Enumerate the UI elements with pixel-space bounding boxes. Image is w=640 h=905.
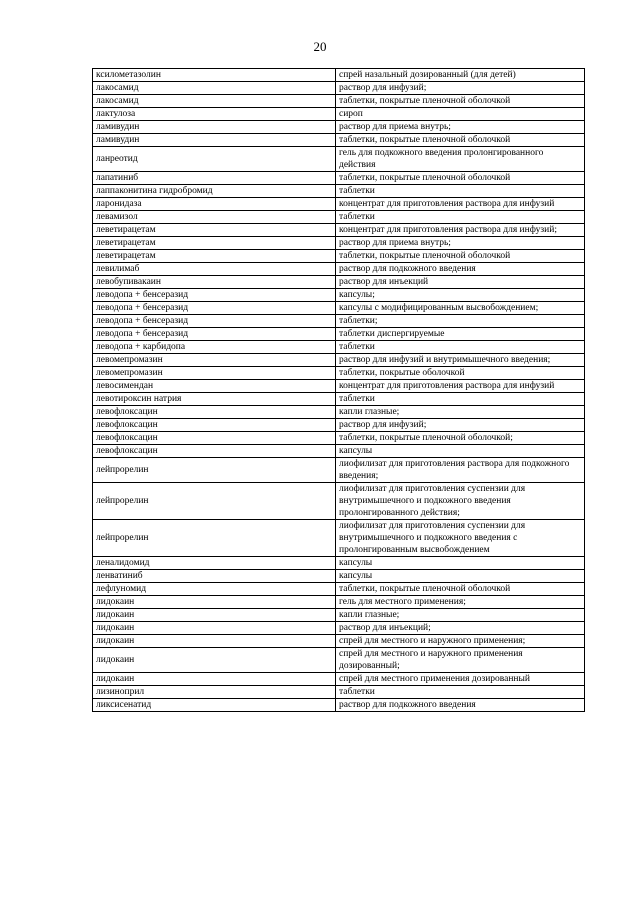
dosage-form-cell: таблетки bbox=[336, 393, 585, 406]
dosage-form-cell: таблетки bbox=[336, 185, 585, 198]
dosage-form-cell: таблетки, покрытые пленочной оболочкой bbox=[336, 134, 585, 147]
table-row bbox=[93, 622, 585, 635]
drug-name-cell: лидокаин bbox=[93, 635, 336, 648]
dosage-form-cell: таблетки, покрытые пленочной оболочкой bbox=[336, 95, 585, 108]
table-row bbox=[93, 263, 585, 276]
table-row bbox=[93, 95, 585, 108]
drug-name-cell: лидокаин bbox=[93, 622, 336, 635]
dosage-form-cell: гель для местного применения; bbox=[336, 596, 585, 609]
dosage-form-cell: сироп bbox=[336, 108, 585, 121]
dosage-form-cell: капсулы bbox=[336, 557, 585, 570]
table-row bbox=[93, 289, 585, 302]
table-row bbox=[93, 419, 585, 432]
table-row bbox=[93, 134, 585, 147]
table-row bbox=[93, 596, 585, 609]
drug-name-cell: ларонидаза bbox=[93, 198, 336, 211]
table-row bbox=[93, 82, 585, 95]
table-row bbox=[93, 673, 585, 686]
drug-name-cell: лакосамид bbox=[93, 95, 336, 108]
dosage-form-cell: таблетки bbox=[336, 211, 585, 224]
table-row bbox=[93, 250, 585, 263]
table-row bbox=[93, 172, 585, 185]
drug-name-cell: леводопа + бенсеразид bbox=[93, 289, 336, 302]
dosage-form-cell: лиофилизат для приготовления раствора для подкожного введения; bbox=[336, 458, 585, 483]
drug-table bbox=[92, 68, 585, 712]
dosage-form-cell: капсулы; bbox=[336, 289, 585, 302]
dosage-form-cell: раствор для инфузий; bbox=[336, 82, 585, 95]
table-row bbox=[93, 367, 585, 380]
table-row bbox=[93, 393, 585, 406]
table-row bbox=[93, 354, 585, 367]
table-row bbox=[93, 635, 585, 648]
dosage-form-cell: концентрат для приготовления раствора для инфузий bbox=[336, 380, 585, 393]
dosage-form-cell: раствор для подкожного введения bbox=[336, 263, 585, 276]
dosage-form-cell: раствор для инфузий; bbox=[336, 419, 585, 432]
dosage-form-cell: раствор для приема внутрь; bbox=[336, 237, 585, 250]
drug-name-cell: левомепромазин bbox=[93, 367, 336, 380]
table-row bbox=[93, 648, 585, 673]
dosage-form-cell: спрей для местного применения дозированный bbox=[336, 673, 585, 686]
dosage-form-cell: капсулы bbox=[336, 570, 585, 583]
dosage-form-cell: таблетки bbox=[336, 686, 585, 699]
dosage-form-cell: таблетки, покрытые пленочной оболочкой bbox=[336, 583, 585, 596]
table-row bbox=[93, 483, 585, 520]
table-row bbox=[93, 108, 585, 121]
dosage-form-cell: капли глазные; bbox=[336, 406, 585, 419]
dosage-form-cell: спрей для местного и наружного применения дозированный; bbox=[336, 648, 585, 673]
drug-name-cell: левамизол bbox=[93, 211, 336, 224]
dosage-form-cell: капсулы bbox=[336, 445, 585, 458]
drug-name-cell: левофлоксацин bbox=[93, 432, 336, 445]
table-row bbox=[93, 583, 585, 596]
drug-name-cell: левосимендан bbox=[93, 380, 336, 393]
table-row bbox=[93, 609, 585, 622]
table-row bbox=[93, 147, 585, 172]
dosage-form-cell: раствор для приема внутрь; bbox=[336, 121, 585, 134]
dosage-form-cell: концентрат для приготовления раствора для инфузий; bbox=[336, 224, 585, 237]
drug-name-cell: лаппаконитина гидробромид bbox=[93, 185, 336, 198]
page-number: 20 bbox=[313, 39, 327, 54]
dosage-form-cell: раствор для инфузий и внутримышечного введения; bbox=[336, 354, 585, 367]
table-row bbox=[93, 185, 585, 198]
drug-name-cell: ленватиниб bbox=[93, 570, 336, 583]
drug-name-cell: леветирацетам bbox=[93, 237, 336, 250]
table-row bbox=[93, 557, 585, 570]
drug-name-cell: ликсисенатид bbox=[93, 699, 336, 712]
table-row bbox=[93, 520, 585, 557]
drug-name-cell: ламивудин bbox=[93, 134, 336, 147]
table-row bbox=[93, 211, 585, 224]
dosage-form-cell: концентрат для приготовления раствора для инфузий bbox=[336, 198, 585, 211]
table-row bbox=[93, 570, 585, 583]
dosage-form-cell: таблетки, покрытые пленочной оболочкой; bbox=[336, 432, 585, 445]
drug-name-cell: лапатиниб bbox=[93, 172, 336, 185]
drug-name-cell: лактулоза bbox=[93, 108, 336, 121]
drug-name-cell: ламивудин bbox=[93, 121, 336, 134]
table-row bbox=[93, 380, 585, 393]
dosage-form-cell: раствор для инъекций bbox=[336, 276, 585, 289]
dosage-form-cell: раствор для подкожного введения bbox=[336, 699, 585, 712]
table-row bbox=[93, 445, 585, 458]
dosage-form-cell: спрей назальный дозированный (для детей) bbox=[336, 69, 585, 82]
drug-name-cell: лидокаин bbox=[93, 673, 336, 686]
drug-name-cell: левилимаб bbox=[93, 263, 336, 276]
drug-name-cell: левофлоксацин bbox=[93, 445, 336, 458]
table-row bbox=[93, 224, 585, 237]
dosage-form-cell: гель для подкожного введения пролонгированного действия bbox=[336, 147, 585, 172]
drug-name-cell: леводопа + бенсеразид bbox=[93, 315, 336, 328]
dosage-form-cell: лиофилизат для приготовления суспензии для внутримышечного и подкожного введения с пролонгированным высвобождением bbox=[336, 520, 585, 557]
drug-name-cell: лейпрорелин bbox=[93, 458, 336, 483]
drug-name-cell: лейпрорелин bbox=[93, 483, 336, 520]
drug-name-cell: ксилометазолин bbox=[93, 69, 336, 82]
table-row bbox=[93, 686, 585, 699]
table-row bbox=[93, 276, 585, 289]
table-row bbox=[93, 69, 585, 82]
table-row bbox=[93, 121, 585, 134]
dosage-form-cell: таблетки, покрытые оболочкой bbox=[336, 367, 585, 380]
table-row bbox=[93, 198, 585, 211]
dosage-form-cell: таблетки bbox=[336, 341, 585, 354]
table-row bbox=[93, 699, 585, 712]
table-row bbox=[93, 406, 585, 419]
table-row bbox=[93, 341, 585, 354]
dosage-form-cell: раствор для инъекций; bbox=[336, 622, 585, 635]
drug-name-cell: леналидомид bbox=[93, 557, 336, 570]
drug-name-cell: лидокаин bbox=[93, 609, 336, 622]
dosage-form-cell: таблетки диспергируемые bbox=[336, 328, 585, 341]
dosage-form-cell: таблетки, покрытые пленочной оболочкой bbox=[336, 172, 585, 185]
dosage-form-cell: капсулы с модифицированным высвобождением; bbox=[336, 302, 585, 315]
table-row bbox=[93, 302, 585, 315]
drug-name-cell: лизиноприл bbox=[93, 686, 336, 699]
table-row bbox=[93, 458, 585, 483]
drug-name-cell: левофлоксацин bbox=[93, 419, 336, 432]
table-row bbox=[93, 328, 585, 341]
table-row bbox=[93, 432, 585, 445]
dosage-form-cell: таблетки, покрытые пленочной оболочкой bbox=[336, 250, 585, 263]
drug-name-cell: лефлуномид bbox=[93, 583, 336, 596]
drug-name-cell: ланреотид bbox=[93, 147, 336, 172]
dosage-form-cell: таблетки; bbox=[336, 315, 585, 328]
drug-name-cell: левотироксин натрия bbox=[93, 393, 336, 406]
table-body bbox=[93, 69, 585, 712]
drug-name-cell: лидокаин bbox=[93, 596, 336, 609]
drug-name-cell: левомепромазин bbox=[93, 354, 336, 367]
drug-name-cell: лейпрорелин bbox=[93, 520, 336, 557]
drug-name-cell: леводопа + бенсеразид bbox=[93, 328, 336, 341]
drug-name-cell: леветирацетам bbox=[93, 250, 336, 263]
dosage-form-cell: лиофилизат для приготовления суспензии для внутримышечного и подкожного введения пролонгированного действия; bbox=[336, 483, 585, 520]
drug-name-cell: левобупивакаин bbox=[93, 276, 336, 289]
drug-name-cell: лидокаин bbox=[93, 648, 336, 673]
dosage-form-cell: капли глазные; bbox=[336, 609, 585, 622]
dosage-form-cell: спрей для местного и наружного применения; bbox=[336, 635, 585, 648]
drug-name-cell: леводопа + бенсеразид bbox=[93, 302, 336, 315]
drug-name-cell: левофлоксацин bbox=[93, 406, 336, 419]
drug-name-cell: леводопа + карбидопа bbox=[93, 341, 336, 354]
drug-name-cell: леветирацетам bbox=[93, 224, 336, 237]
drug-name-cell: лакосамид bbox=[93, 82, 336, 95]
table-row bbox=[93, 237, 585, 250]
table-row bbox=[93, 315, 585, 328]
